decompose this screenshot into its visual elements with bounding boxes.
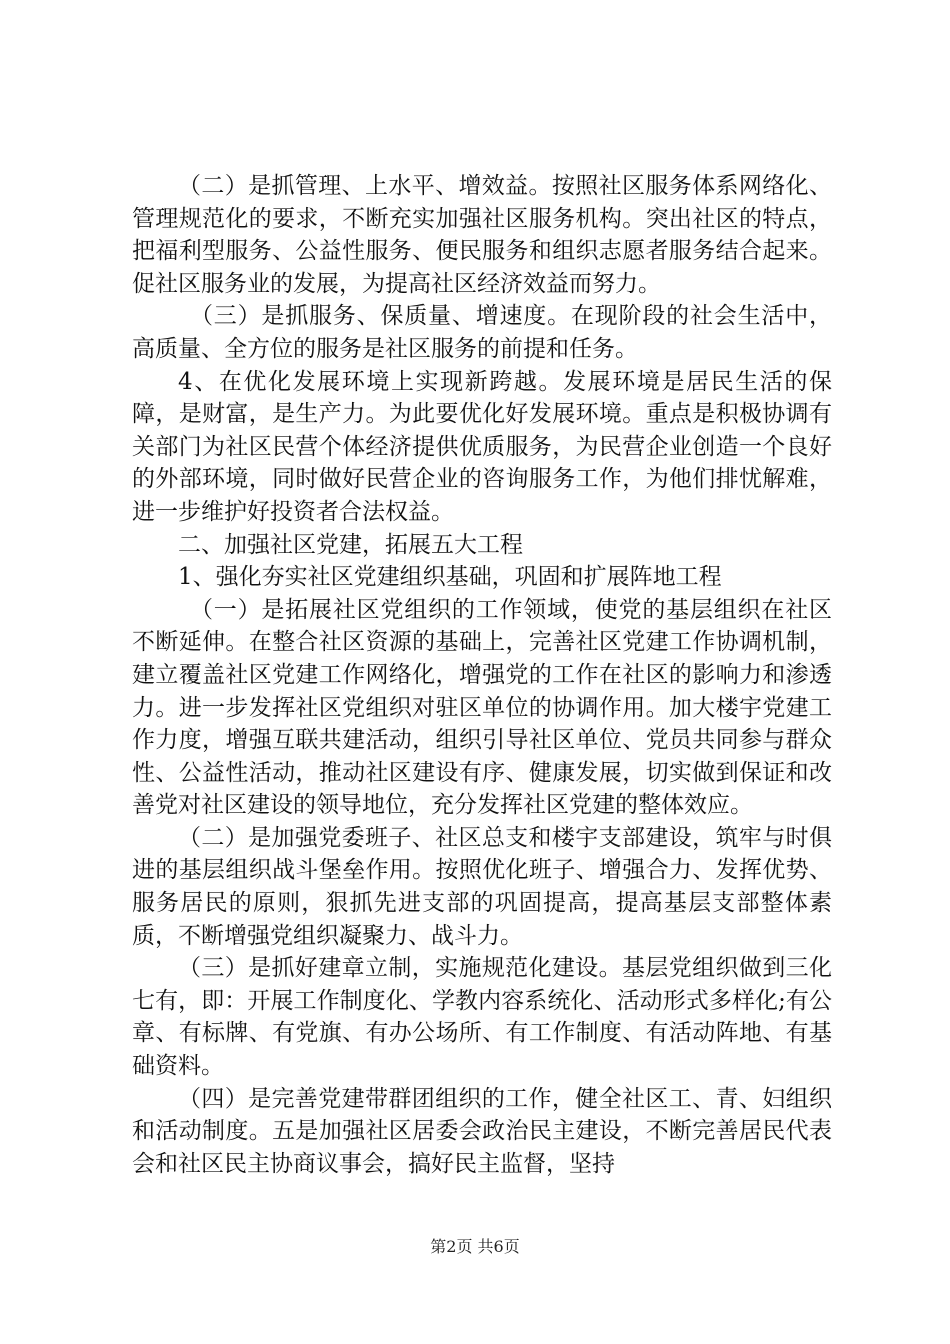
paragraph-mass-organizations: （四）是完善党建带群团组织的工作，健全社区工、青、妇组织和活动制度。五是加强社区居委会政治民主建设，不断完善居民代表会和社区民主协商议事会，搞好民主监督，坚持: [132, 1085, 832, 1177]
subsection-heading-foundation: 1、强化夯实社区党建组织基础，巩固和扩展阵地工程: [178, 564, 722, 591]
paragraph-service-quality: （三）是抓服务、保质量、增速度。在现阶段的社会生活中，高质量、全方位的服务是社区服务的前提和任务。: [132, 303, 832, 362]
document-body: [132, 170, 832, 1180]
section-heading-party-building: 二、加强社区党建，拓展五大工程: [178, 531, 523, 558]
page-footer: [0, 1236, 950, 1258]
paragraph-rules-standardization: （三）是抓好建章立制，实施规范化建设。基层党组织做到三化七有，即：开展工作制度化、学教内容系统化、活动形式多样化;有公章、有标牌、有党旗、有办公场所、有工作制度、有活动阵地、有基础资料。: [132, 955, 832, 1080]
paragraph-branch-building: （二）是加强党委班子、社区总支和楼宇支部建设，筑牢与时俱进的基层组织战斗堡垒作用。按照优化班子、增强合力、发挥优势、服务居民的原则，狠抓先进支部的巩固提高，提高基层支部整体素质，不断增强党组织凝聚力、战斗力。: [132, 824, 832, 949]
paragraph-development-environment: 4、在优化发展环境上实现新跨越。发展环境是居民生活的保障，是财富，是生产力。为此要优化好发展环境。重点是积极协调有关部门为社区民营个体经济提供优质服务，为民营企业创造一个良好的外部环境，同时做好民营企业的咨询服务工作，为他们排忧解难，进一步维护好投资者合法权益。: [132, 368, 832, 525]
paragraph-service-management: （二）是抓管理、上水平、增效益。按照社区服务体系网络化、管理规范化的要求，不断充实加强社区服务机构。突出社区的特点，把福利型服务、公益性服务、便民服务和组织志愿者服务结合起来。促社区服务业的发展，为提高社区经济效益而努力。: [132, 173, 832, 297]
page-number-label: 第2页 共6页: [430, 1237, 520, 1256]
paragraph-expand-party-work: （一）是拓展社区党组织的工作领域，使党的基层组织在社区不断延伸。在整合社区资源的基础上，完善社区党建工作协调机制，建立覆盖社区党建工作网络化，增强党的工作在社区的影响力和渗透力。进一步发挥社区党组织对驻区单位的协调作用。加大楼宇党建工作力度，增强互联共建活动，组织引导社区单位、党员共同参与群众性、公益性活动，推动社区建设有序、健康发展，切实做到保证和改善党对社区建设的领导地位，充分发挥社区党建的整体效应。: [132, 596, 832, 819]
